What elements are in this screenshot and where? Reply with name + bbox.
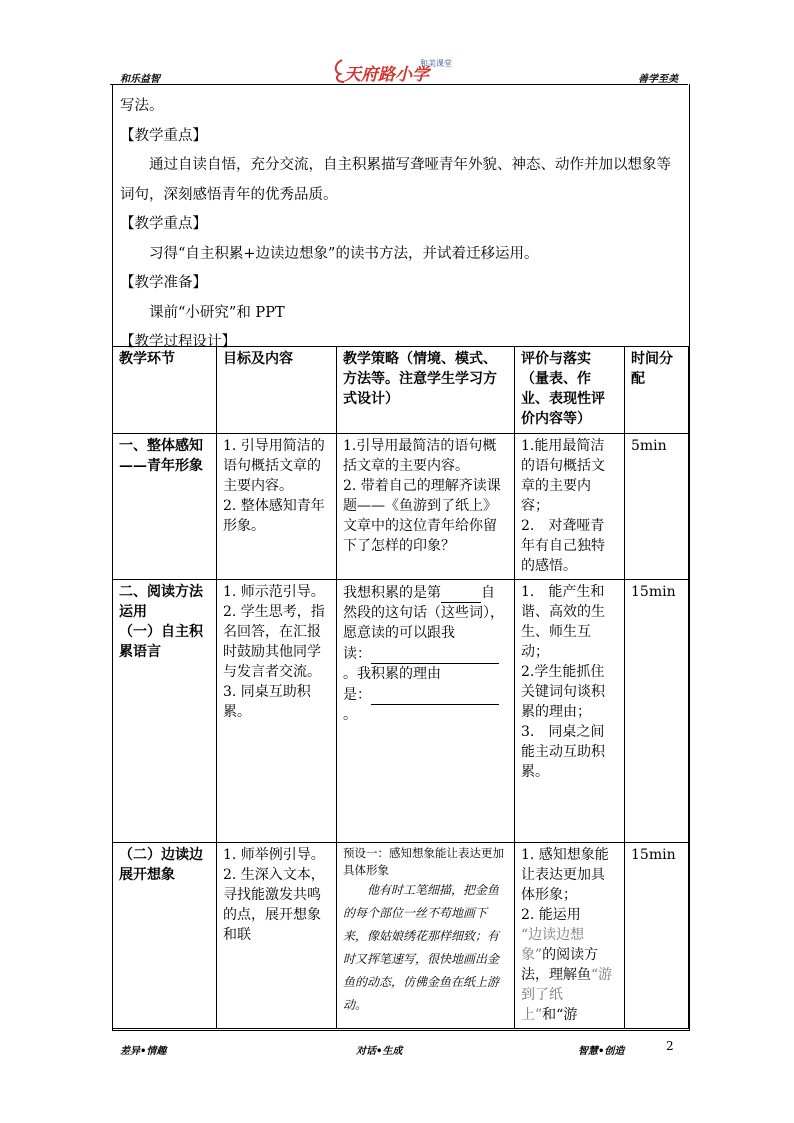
eval-text: 和“游: [542, 1007, 578, 1023]
table-row: [113, 843, 689, 1029]
logo-text: 天府路小学: [344, 65, 429, 85]
header-left-motto: 和乐益智: [120, 74, 160, 85]
page-footer: [110, 1036, 690, 1060]
strategy-text: 。: [343, 707, 357, 723]
header-cell: 教学环节: [113, 347, 217, 434]
stage-subtitle: （一）自主积累语言: [119, 624, 203, 660]
header-right-motto: 善学至美: [638, 74, 678, 85]
goal-cell: 1. 师示范引导。 2. 学生思考，指名回答，在汇报时鼓励其他同学与发言者交流。 3. 同桌互助积累。: [217, 580, 337, 843]
footer-center-motto: 对话•生成: [356, 1046, 403, 1057]
eval-quote: “边读边想象”: [521, 927, 585, 963]
school-logo: [332, 58, 482, 84]
eval-text: 1. 感知想象能让表达更加具体形象； 2. 能运用: [521, 847, 609, 923]
lesson-plan-table: [112, 346, 689, 1029]
logo-subtitle: 和美课堂: [420, 59, 452, 68]
section-heading: 【教学准备】: [120, 275, 207, 291]
time-cell: 15min: [625, 580, 689, 843]
intro-line: 写法。: [120, 98, 164, 114]
strategy-quote: 他有时工笔细描，把金鱼的每个部位一丝不苟地画下来，像姑娘绣花那样细致；有时又挥笔速写，很快地画出金鱼的动态，仿佛金鱼在纸上游动。: [343, 883, 500, 1012]
section-heading: 【教学过程设计】: [120, 334, 236, 350]
fill-blank: [371, 684, 499, 705]
footer-right-motto: 智慧•创造: [578, 1046, 625, 1057]
fill-blank: [441, 582, 481, 603]
header-cell: 教学策略（情境、模式、方法等。注意学生学习方式设计）: [337, 347, 515, 434]
table-header-row: [113, 347, 689, 434]
time-cell: 15min: [625, 843, 689, 1029]
table-row: [113, 580, 689, 843]
fill-blank: [371, 643, 499, 664]
eval-cell: 1. 能产生和谐、高效的生生、师生互动； 2.学生能抓住关键词句谈积累的理由； 3. 同桌之间能主动互助积累。: [515, 580, 625, 843]
strategy-text: 是：: [343, 687, 371, 703]
footer-left-motto: 差异•情趣: [120, 1046, 167, 1057]
eval-cell: [515, 843, 625, 1029]
time-cell: 5min: [625, 434, 689, 580]
stage-title: 二、阅读方法运用: [119, 584, 203, 620]
stage-cell: 一、整体感知——青年形象: [113, 434, 217, 580]
section-text: 习得“自主积累+边读边想象”的读书方法，并试着迁移运用。: [149, 245, 539, 262]
section-text: 通过自读自悟，充分交流，自主积累描写聋哑青年外貌、神态、动作并加以想象等词句，深刻感悟青年的优秀品质。: [120, 157, 671, 203]
strategy-title: 预设一：感知想象能让表达更加具体形象: [343, 846, 504, 877]
strategy-cell: [337, 580, 515, 843]
strategy-text: 。我积累的理由: [343, 666, 441, 682]
section-heading: 【教学重点】: [120, 127, 207, 144]
stage-cell: （二）边读边展开想象: [113, 843, 217, 1029]
intro-section: [120, 92, 680, 358]
strategy-text: 自然段的这句话（这些词），愿意读的可以跟我: [343, 585, 504, 641]
strategy-text: 我想积累的是第: [343, 585, 441, 601]
eval-quote: “游到了纸上”: [521, 967, 613, 1023]
header-cell: 评价与落实（量表、作业、表现性评价内容等）: [515, 347, 625, 434]
goal-cell: 1. 引导用简洁的语句概括文章的主要内容。 2. 整体感知青年形象。: [217, 434, 337, 580]
strategy-cell: [337, 843, 515, 1029]
eval-text: 的阅读方法，理解鱼: [521, 947, 599, 983]
header-cell: 时间分配: [625, 347, 689, 434]
section-text: 课前“小研究”和 PPT: [149, 304, 285, 321]
table-row: [113, 434, 689, 580]
goal-cell: 1. 师举例引导。 2. 生深入文本，寻找能激发共鸣的点，展开想象和联: [217, 843, 337, 1029]
strategy-text: 读：: [343, 646, 371, 662]
stage-cell: [113, 580, 217, 843]
eval-cell: 1.能用最简洁的语句概括文章的主要内容； 2. 对聋哑青年有自己独特的感悟。: [515, 434, 625, 580]
strategy-cell: 1.引导用最简洁的语句概括文章的主要内容。 2. 带着自己的理解齐读课题——《鱼游到了纸上》文章中的这位青年给你留下了怎样的印象？: [337, 434, 515, 580]
header-cell: 目标及内容: [217, 347, 337, 434]
section-heading: 【教学重点】: [120, 216, 207, 232]
page-number: 2: [666, 1039, 674, 1053]
